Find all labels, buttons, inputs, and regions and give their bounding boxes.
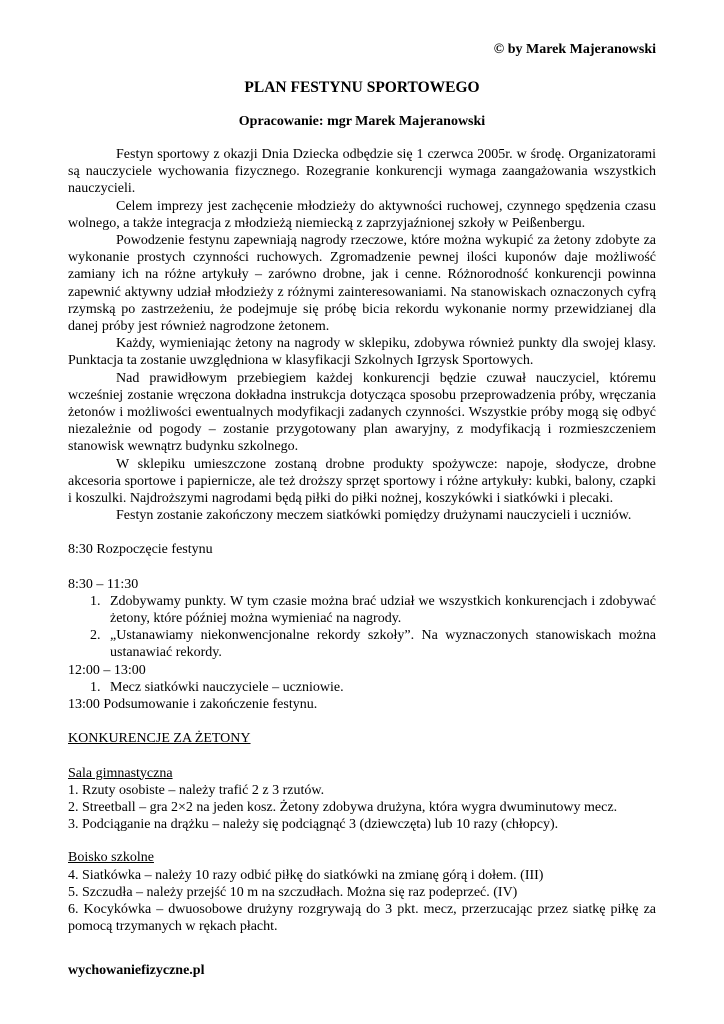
paragraph: Powodzenie festynu zapewniają nagrody rzeczowe, które można wykupić za żetony zdobyte za wykonanie prostych czynności ruchowych. Zgromadzenie pewnej ilości kuponów daje możliwość zamiany ich na różne artykuły – zarówno drobne, jak i cenne. Różnorodność konkurencji powinna zapewnić aktywny udział młodzieży z różnymi zainteresowaniami. Na stanowiskach oznaczonych cyfrą rzymską po zastrzeżeniu, że podejmuje się próbę bicia rekordu wykonanie normy przewidzianej dla danej próby jest również nagrodzone żetonem. xyxy=(68,233,656,335)
list-item: 5. Szczudła – należy przejść 10 m na szczudłach. Można się raz podeprzeć. (IV) xyxy=(68,884,518,900)
schedule-end: 13:00 Podsumowanie i zakończenie festynu. xyxy=(68,697,318,713)
paragraph: W sklepiku umieszczone zostaną drobne produkty spożywcze: napoje, słodycze, drobne akcesoria sportowe i papiernicze, ale też droższy sprzęt sportowy i różne artykuły: kubki, balony, czapki i koszulki. Najdroższymi nagrodami będą piłki do piłki nożnej, koszykówki i siatkówki i plecaki. xyxy=(68,456,656,507)
subsection-heading-boisko: Boisko szkolne xyxy=(68,850,154,866)
paragraph: Nad prawidłowym przebiegiem każdej konkurencji będzie czuwał nauczyciel, któremu wcześniej zostanie wręczona dokładna instrukcja dotycząca sposobu przeprowadzenia próby, wręczania żetonów i możliwości ewentualnych modyfikacji zadanych czynności. Wszystkie próby mogą się odbyć niezależnie od pogody – zostanie przygotowany plan awaryjny, z modyfikacją i rozmieszczeniem stanowisk wewnątrz budynku szkolnego. xyxy=(68,370,656,455)
schedule-block1-list xyxy=(68,593,656,662)
paragraph: Festyn sportowy z okazji Dnia Dziecka odbędzie się 1 czerwca 2005r. w środę. Organizatorami są nauczyciele wychowania fizycznego. Rozegranie konkurencji wymaga zaangażowania wszystkich nauczycieli. xyxy=(68,147,656,197)
list-item: 6. Kocykówka – dwuosobowe drużyny rozgrywają do 3 pkt. mecz, przerzucając przez siatkę piłkę za pomocą trzymanych w rękach płacht. xyxy=(68,901,656,935)
list-item: 2. Streetball – gra 2×2 na jeden kosz. Żetony zdobywa drużyna, która wygra dwuminutowy mecz. xyxy=(68,799,618,815)
list-item: 4. Siatkówka – należy 10 razy odbić piłkę do siatkówki na zmianę górą i dołem. (III) xyxy=(68,867,544,883)
schedule-block2-time: 12:00 – 13:00 xyxy=(68,662,146,678)
list-item: 1. Mecz siatkówki nauczyciele – uczniowie. xyxy=(90,679,344,695)
schedule-block2-list xyxy=(68,679,656,696)
page-title: PLAN FESTYNU SPORTOWEGO xyxy=(244,79,480,96)
list-item: 1. Zdobywamy punkty. W tym czasie można brać udział we wszystkich konkurencjach i zdobywać żetony, które później można wymieniać na nagrody. xyxy=(90,593,656,627)
paragraph: Festyn zostanie zakończony meczem siatkówki pomiędzy drużynami nauczycieli i uczniów. xyxy=(116,508,632,524)
paragraph: Każdy, wymieniając żetony na nagrody w sklepiku, zdobywa również punkty dla swojej klasy. Punktacja ta zostanie uwzględniona w klasyfikacji Szkolnych Igrzysk Sportowych. xyxy=(68,336,656,369)
schedule-block1-time: 8:30 – 11:30 xyxy=(68,576,139,592)
list-item: 2. „Ustanawiamy niekonwencjonalne rekordy szkoły”. Na wyznaczonych stanowiskach można ustanawiać rekordy. xyxy=(90,628,656,661)
document-body xyxy=(68,146,656,935)
page-subtitle: Opracowanie: mgr Marek Majeranowski xyxy=(238,114,486,129)
list-item: 1. Rzuty osobiste – należy trafić 2 z 3 rzutów. xyxy=(68,782,325,798)
footer-site: wychowaniefizyczne.pl xyxy=(68,963,205,978)
copyright-line: © by Marek Majeranowski xyxy=(493,42,656,57)
paragraph: Celem imprezy jest zachęcenie młodzieży do aktywności ruchowej, czynnego spędzenia czasu wolnego, a także integracja z młodzieżą niemiecką z zaprzyjaźnionej szkoły w Peißenbergu. xyxy=(68,198,656,231)
schedule-start: 8:30 Rozpoczęcie festynu xyxy=(68,542,213,558)
section-heading-konkurencje: KONKURENCJE ZA ŻETONY xyxy=(68,731,251,747)
subsection-heading-sala: Sala gimnastyczna xyxy=(68,765,173,781)
list-item: 3. Podciąganie na drążku – należy się podciągnąć 3 (dziewczęta) lub 10 razy (chłopcy). xyxy=(68,817,559,833)
